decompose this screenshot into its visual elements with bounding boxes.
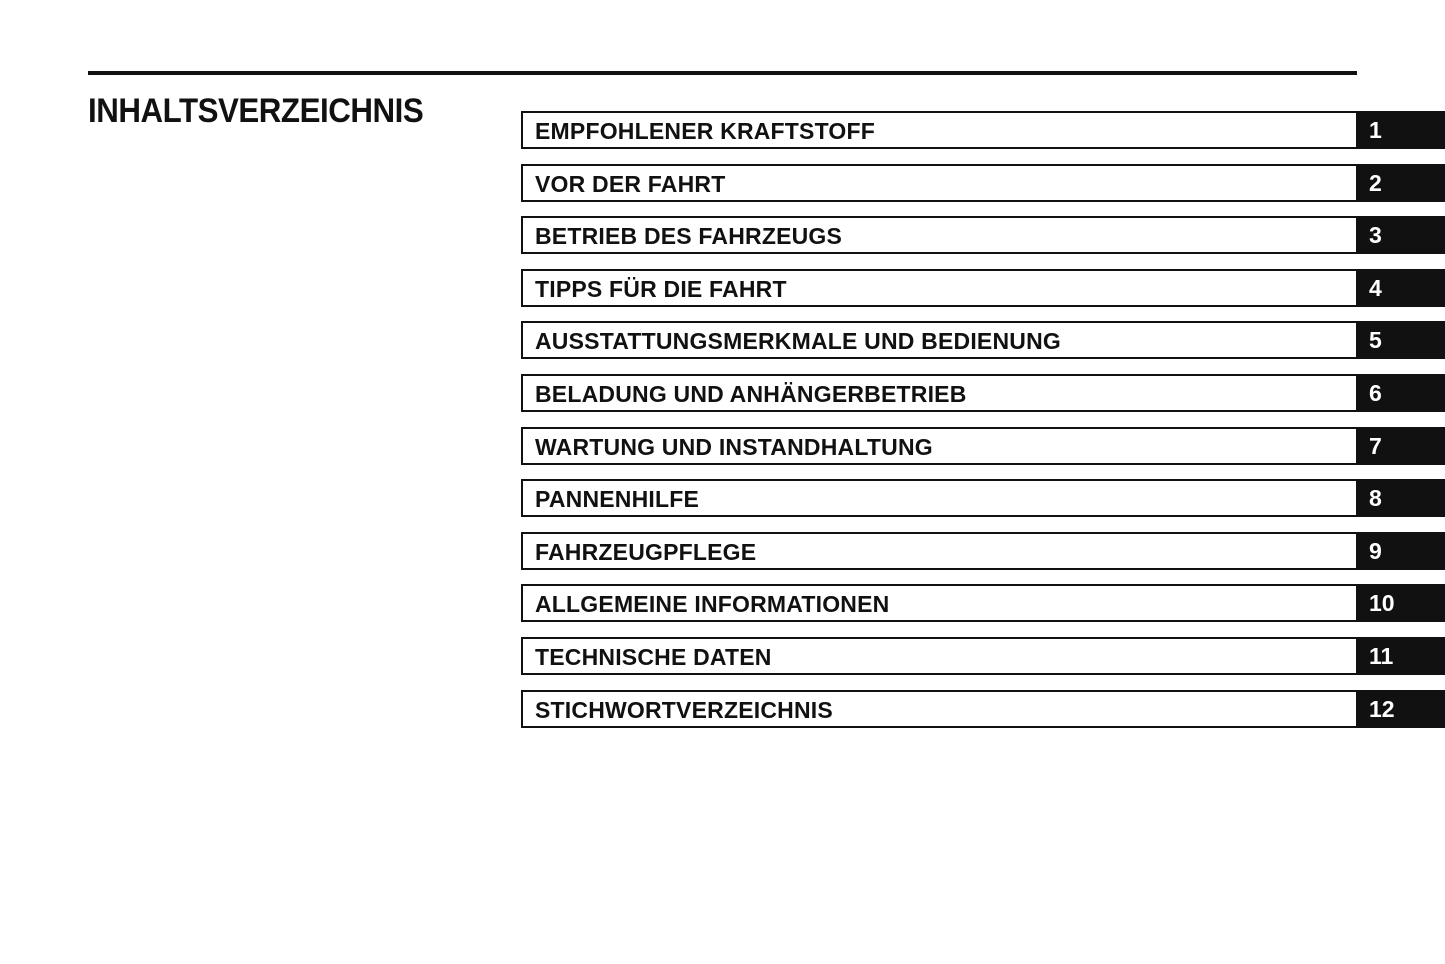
chapter-number: 3 — [1369, 222, 1382, 249]
toc-entry-box — [521, 584, 1356, 622]
toc-entry-box — [521, 532, 1356, 570]
chapter-tab[interactable] — [1356, 269, 1445, 307]
toc-entry-label: TIPPS FÜR DIE FAHRT — [535, 275, 787, 302]
chapter-tab[interactable] — [1356, 374, 1445, 412]
toc-entry-box — [521, 690, 1356, 728]
chapter-number: 9 — [1369, 537, 1382, 564]
toc-entry-label: BETRIEB DES FAHRZEUGS — [535, 223, 843, 250]
toc-entry-box — [521, 164, 1356, 202]
chapter-number: 8 — [1369, 485, 1382, 512]
chapter-number: 1 — [1369, 117, 1382, 143]
toc-entry-box — [521, 216, 1356, 254]
toc-entry-8[interactable] — [521, 479, 1445, 517]
chapter-number: 7 — [1369, 432, 1382, 459]
table-of-contents — [521, 111, 1445, 742]
chapter-tab[interactable] — [1356, 164, 1445, 202]
chapter-tab[interactable] — [1356, 690, 1445, 728]
toc-entry-9[interactable] — [521, 532, 1445, 570]
toc-entry-box — [521, 479, 1356, 517]
chapter-number: 6 — [1369, 379, 1382, 406]
toc-entry-11[interactable] — [521, 637, 1445, 675]
chapter-number: 12 — [1369, 695, 1395, 722]
toc-entry-2[interactable] — [521, 164, 1445, 202]
toc-entry-label: STICHWORTVERZEICHNIS — [535, 696, 833, 723]
toc-entry-box — [521, 374, 1356, 412]
toc-entry-1[interactable] — [521, 111, 1445, 149]
chapter-tab[interactable] — [1356, 111, 1445, 149]
toc-entry-4[interactable] — [521, 269, 1445, 307]
chapter-tab[interactable] — [1356, 427, 1445, 465]
toc-entry-label: BELADUNG UND ANHÄNGERBETRIEB — [535, 380, 967, 407]
chapter-number: 5 — [1369, 327, 1382, 354]
chapter-tab[interactable] — [1356, 479, 1445, 517]
toc-entry-3[interactable] — [521, 216, 1445, 254]
toc-entry-5[interactable] — [521, 321, 1445, 359]
toc-entry-label: FAHRZEUGPFLEGE — [535, 538, 757, 565]
toc-entry-12[interactable] — [521, 690, 1445, 728]
toc-entry-box — [521, 321, 1356, 359]
chapter-tab[interactable] — [1356, 321, 1445, 359]
toc-entry-box — [521, 269, 1356, 307]
toc-entry-10[interactable] — [521, 584, 1445, 622]
chapter-tab[interactable] — [1356, 584, 1445, 622]
chapter-tab[interactable] — [1356, 216, 1445, 254]
chapter-number: 10 — [1369, 590, 1395, 617]
page-title: INHALTSVERZEICHNIS — [88, 92, 424, 130]
chapter-number: 2 — [1369, 169, 1382, 196]
chapter-tab[interactable] — [1356, 637, 1445, 675]
toc-entry-label: PANNENHILFE — [535, 486, 700, 513]
toc-entry-label: AUSSTATTUNGSMERKMALE UND BEDIENUNG — [535, 328, 1061, 355]
toc-entry-label: TECHNISCHE DATEN — [535, 643, 772, 670]
toc-entry-label: VOR DER FAHRT — [535, 170, 726, 197]
chapter-number: 4 — [1369, 274, 1382, 301]
chapter-tab[interactable] — [1356, 532, 1445, 570]
toc-entry-7[interactable] — [521, 427, 1445, 465]
toc-entry-label: WARTUNG UND INSTANDHALTUNG — [535, 433, 933, 460]
header-divider — [88, 71, 1357, 75]
toc-entry-label: EMPFOHLENER KRAFTSTOFF — [535, 118, 876, 144]
toc-entry-6[interactable] — [521, 374, 1445, 412]
chapter-number: 11 — [1369, 642, 1394, 669]
toc-entry-box — [521, 637, 1356, 675]
toc-entry-box — [521, 427, 1356, 465]
toc-entry-label: ALLGEMEINE INFORMATIONEN — [535, 591, 890, 618]
toc-entry-box — [521, 111, 1356, 149]
